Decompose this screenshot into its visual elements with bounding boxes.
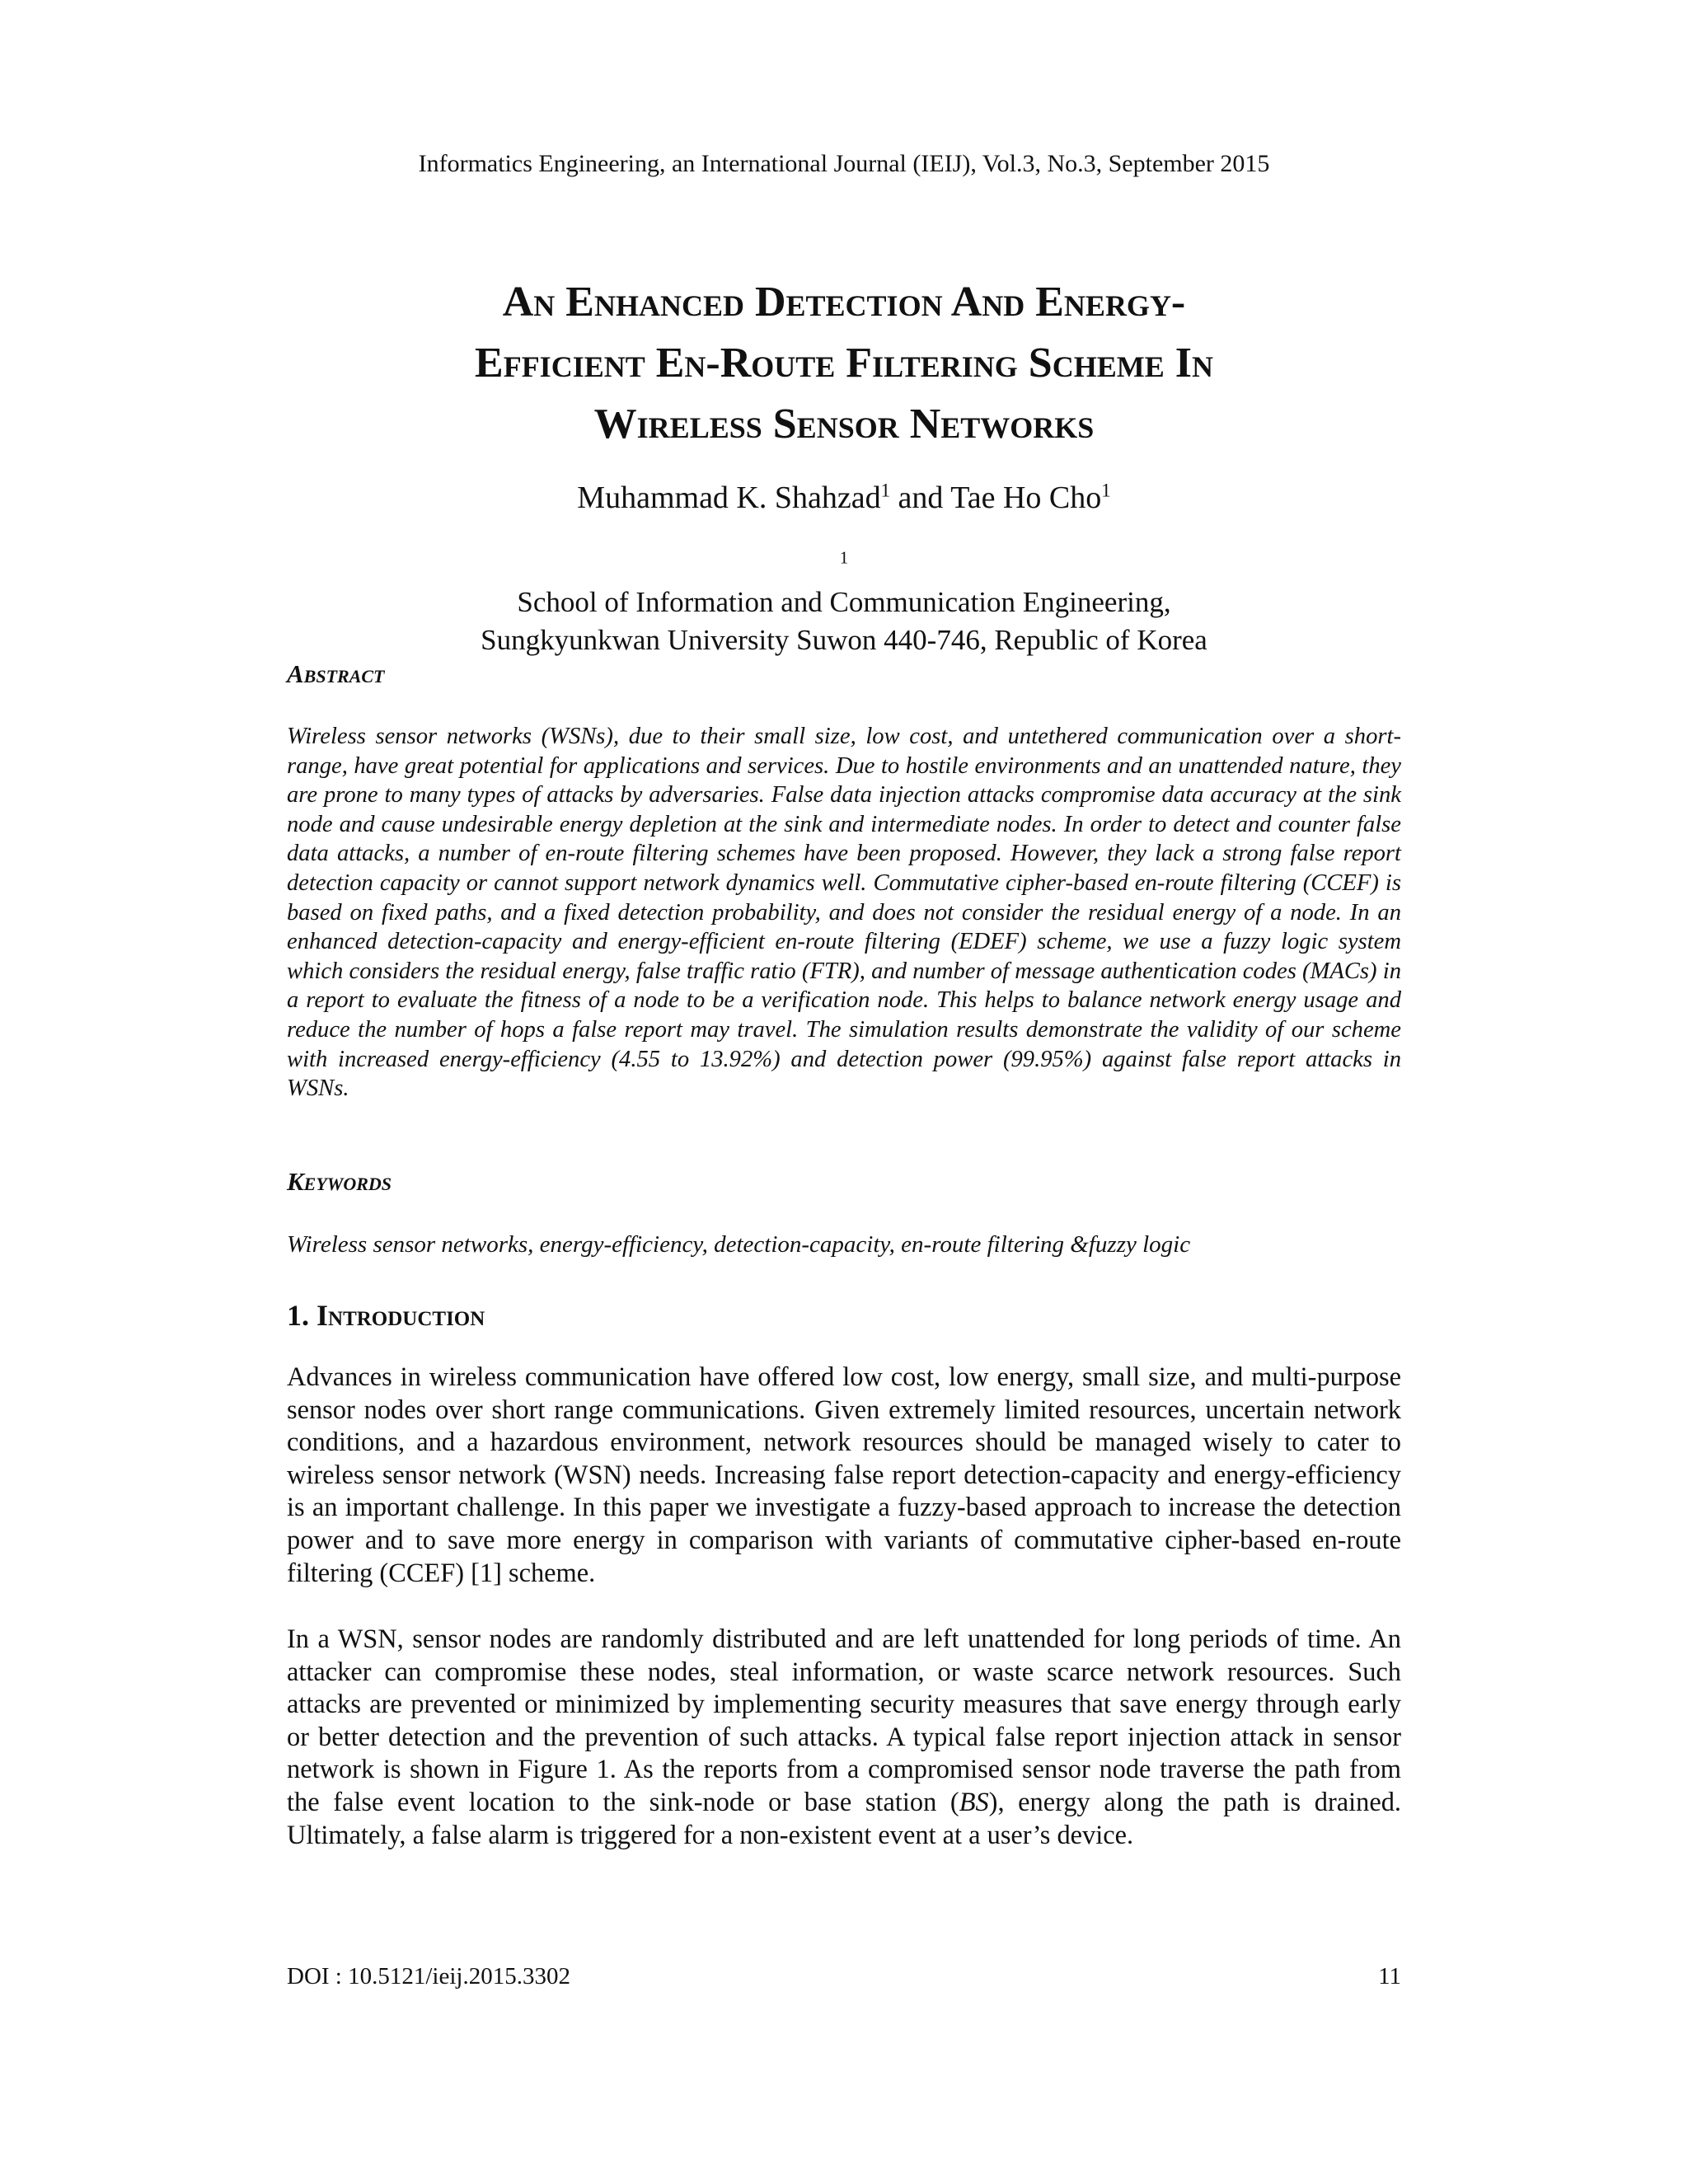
author-affiliation-marker: 1 xyxy=(880,480,891,501)
page-number: 11 xyxy=(1378,1963,1401,1990)
affiliation-marker: 1 xyxy=(839,547,849,568)
journal-running-header: Informatics Engineering, an International Journal (IEIJ), Vol.3, No.3, September 2015 xyxy=(418,150,1270,177)
abstract-body: Wireless sensor networks (WSNs), due to their small size, low cost, and untethered communication over a short-range, have great potential for applications and services. Due to hostile environments and an unattended nature, they are prone to many types of attacks by adversaries. False data injection attacks compromise data accuracy at the sink node and cause undesirable energy depletion at the sink and intermediate nodes. In order to detect and counter false data attacks, a number of en-route filtering schemes have been proposed. However, they lack a strong false report detection capacity or cannot support network dynamics well. Commutative cipher-based en-route filtering (CCEF) is based on fixed paths, and a fixed detection probability, and does not consider the residual energy of a node. In an enhanced detection-capacity and energy-efficient en-route filtering (EDEF) scheme, we use a fuzzy logic system which considers the residual energy, false traffic ratio (FTR), and number of message authentication codes (MACs) in a report to evaluate the fitness of a node to be a verification node. This helps to balance network energy usage and reduce the number of hops a false report may travel. The simulation results demonstrate the validity of our scheme with increased energy-efficiency (4.55 to 13.92%) and detection power (99.95%) against false report attacks in WSNs. xyxy=(287,724,1401,1102)
introduction-heading: 1. Introduction xyxy=(287,1299,485,1332)
affiliation-line-1-text: School of Information and Communication Engineering, xyxy=(517,586,1171,618)
affiliation xyxy=(0,546,1688,659)
abstract-heading: Abstract xyxy=(287,659,385,688)
author-conjunction: and xyxy=(890,480,951,515)
affiliation-line-1 xyxy=(0,546,1688,621)
paragraph-2-text-end: ), energy along the path is drained. Ultimately, a false alarm is triggered for a non-existent event at a user’s device. xyxy=(287,1787,1401,1850)
author-name: Muhammad K. Shahzad xyxy=(577,480,881,515)
title-line-3: Wireless Sensor Networks xyxy=(593,401,1095,448)
keywords-heading: Keywords xyxy=(287,1167,392,1196)
title-line-2: Efficient En-Route Filtering Scheme In xyxy=(475,340,1213,387)
author-list xyxy=(0,480,1688,516)
introduction-paragraph-1: Advances in wireless communication have offered low cost, low energy, small size, and multi-purpose sensor nodes over short range communications. Given extremely limited resources, uncertain network conditions, and a hazardous environment, network resources should be managed wisely to cater to wireless sensor network (WSN) needs. Increasing false report detection-capacity and energy-efficiency is an important challenge. In this paper we investigate a fuzzy-based approach to increase the detection power and to save more energy in comparison with variants of commutative cipher-based en-route filtering (CCEF) [1] scheme. xyxy=(287,1362,1401,1588)
author-name: Tae Ho Cho xyxy=(950,480,1102,515)
affiliation-line-2: Sungkyunkwan University Suwon 440-746, Republic of Korea xyxy=(481,624,1207,656)
introduction-paragraph-2 xyxy=(287,1624,1401,1852)
paper-title xyxy=(247,272,1441,455)
doi-footer: DOI : 10.5121/ieij.2015.3302 xyxy=(287,1963,570,1990)
title-line-1: An Enhanced Detection And Energy- xyxy=(502,279,1186,326)
base-station-symbol: BS xyxy=(959,1787,989,1817)
author-affiliation-marker: 1 xyxy=(1101,480,1111,501)
keywords-list: Wireless sensor networks, energy-efficiency, detection-capacity, en-route filtering &fuzzy logic xyxy=(287,1231,1191,1258)
paragraph-2-text-start: In a WSN, sensor nodes are randomly distributed and are left unattended for long periods of time. An attacker can compromise these nodes, steal information, or waste scarce network resources. Such attacks are prevented or minimized by implementing security measures that save energy through early or better detection and the prevention of such attacks. A typical false report injection attack in sensor network is shown in Figure 1. As the reports from a compromised sensor node traverse the path from the false event location to the sink-node or base station ( xyxy=(287,1624,1401,1817)
